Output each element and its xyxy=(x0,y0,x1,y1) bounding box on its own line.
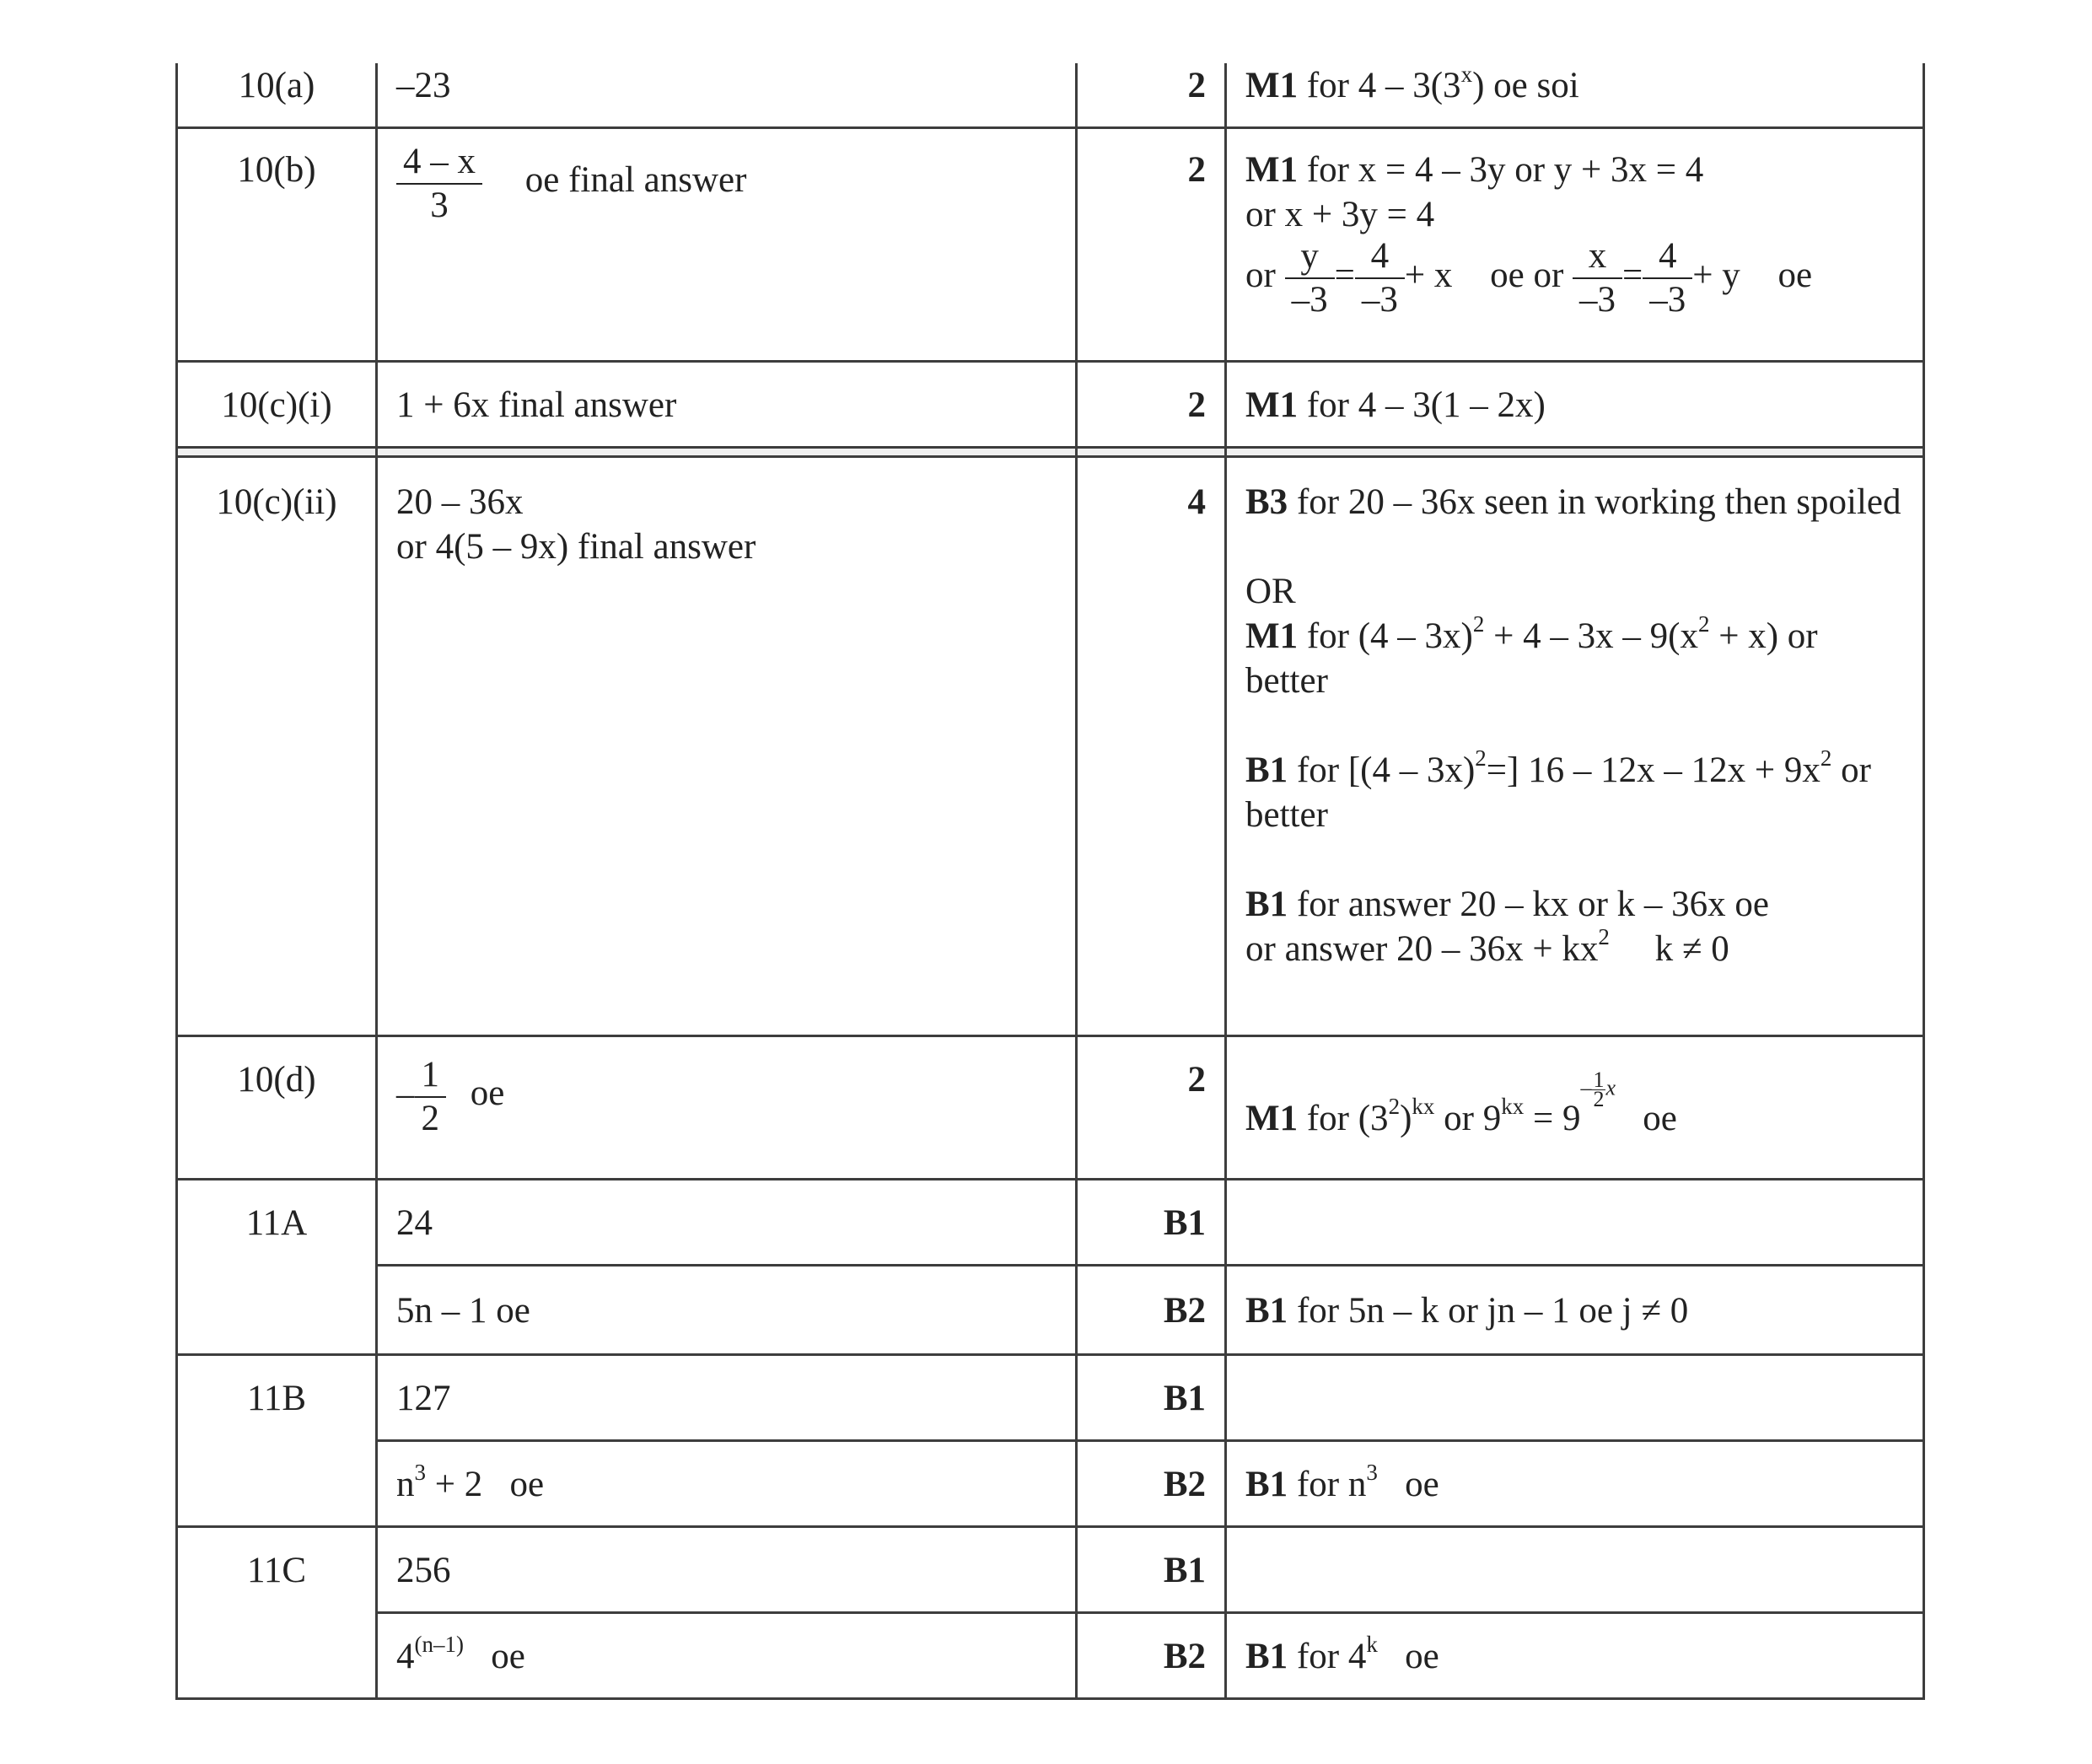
guidance-cell xyxy=(1226,1526,1924,1612)
guidance-cell: B3 for 20 – 36x seen in working then spoiled OR M1 for $(4 - 3x)^2 + 4 - 3x - 9(x^2 + x)$ or better B1 for [(4 – 3x)$^2$=] $16 - 12x - 12x + 9x^2$ or better B1 for answer 20 – kx or k – 36x oe or answer $20 - 36x + kx^2$ k ≠ 0 xyxy=(1226,456,1924,1035)
row-10b xyxy=(177,127,1924,361)
marks-cell: B1 xyxy=(1077,1354,1226,1440)
answer-cell: $n^3 + 2$ oe xyxy=(377,1440,1077,1526)
answer-cell: 24 xyxy=(377,1179,1077,1265)
guidance-cell: M1 for x = 4 – 3y or y + 3x = 4 or x + 3y = 4 or $\frac{y}{-3}$ = $\frac{4}{-3}$ + x oe or $\frac{x}{-3}$ = $\frac{4}{-3}$ + y oe xyxy=(1226,127,1924,361)
guidance-cell: M1 for $(3^2)^{kx}$ or $9^{kx} = 9-$ $\frac{1}{2}$ x oe xyxy=(1226,1035,1924,1179)
answer-cell: $\frac{4 - x}{3}$ oe final answer xyxy=(377,127,1077,361)
answer-cell: 127 xyxy=(377,1354,1077,1440)
marks-cell: B2 xyxy=(1077,1612,1226,1698)
row-11b-2 xyxy=(177,1440,1924,1526)
row-separator xyxy=(177,447,1924,456)
answer-cell: –23 xyxy=(377,63,1077,127)
guidance-cell xyxy=(1226,1179,1924,1265)
guidance-cell: B1 for 4$^k$ oe xyxy=(1226,1612,1924,1698)
answer-cell: – $\frac{1}{2}$ oe xyxy=(377,1035,1077,1179)
marks-cell: B2 xyxy=(1077,1265,1226,1354)
answer-cell: 5n – 1 oe xyxy=(377,1265,1077,1354)
marks-cell: B2 xyxy=(1077,1440,1226,1526)
guidance-cell xyxy=(1226,1354,1924,1440)
row-11c-1 xyxy=(177,1526,1924,1612)
guidance-cell: M1 for 4 – 3(1 – 2x) xyxy=(1226,361,1924,447)
mark-scheme-table xyxy=(175,63,1925,1700)
answer-cell: 256 xyxy=(377,1526,1077,1612)
row-10cii xyxy=(177,456,1924,1035)
question-number: 10(c)(i) xyxy=(177,361,377,447)
question-number: 11A xyxy=(177,1179,377,1354)
row-11a-2 xyxy=(177,1265,1924,1354)
answer-cell: 1 + 6x final answer xyxy=(377,361,1077,447)
guidance-cell: M1 for 4 – 3(3$^x$) oe soi xyxy=(1226,63,1924,127)
answer-fraction: $\frac{4 - x}{3}$ xyxy=(396,143,482,225)
marks-cell: 2 xyxy=(1077,127,1226,361)
question-number: 10(b) xyxy=(177,127,377,361)
guidance-cell: B1 for 5n – k or jn – 1 oe j ≠ 0 xyxy=(1226,1265,1924,1354)
marks-cell: 4 xyxy=(1077,456,1226,1035)
marks-cell: B1 xyxy=(1077,1526,1226,1612)
answer-cell: 4$^{(n-1)}$ oe xyxy=(377,1612,1077,1698)
question-number: 10(c)(ii) xyxy=(177,456,377,1035)
question-number: 11B xyxy=(177,1354,377,1526)
row-10ci xyxy=(177,361,1924,447)
marks-cell: 2 xyxy=(1077,63,1226,127)
marks-cell: B1 xyxy=(1077,1179,1226,1265)
row-11c-2 xyxy=(177,1612,1924,1698)
marks-cell: 2 xyxy=(1077,1035,1226,1179)
row-10a xyxy=(177,63,1924,127)
question-number: 10(a) xyxy=(177,63,377,127)
row-10d xyxy=(177,1035,1924,1179)
question-number: 11C xyxy=(177,1526,377,1698)
guidance-cell: B1 for $n^3$ oe xyxy=(1226,1440,1924,1526)
row-11b-1 xyxy=(177,1354,1924,1440)
row-11a-1 xyxy=(177,1179,1924,1265)
question-number: 10(d) xyxy=(177,1035,377,1179)
marks-cell: 2 xyxy=(1077,361,1226,447)
answer-cell: 20 – 36x or 4(5 – 9x) final answer xyxy=(377,456,1077,1035)
